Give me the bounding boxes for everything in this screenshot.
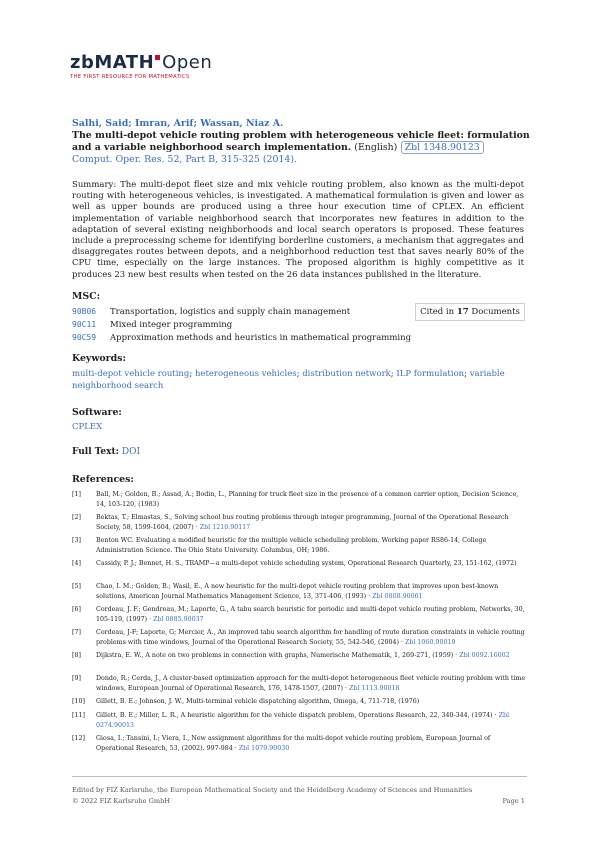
reference-item bbox=[72, 651, 527, 661]
reference-zbl-link[interactable]: Zbl 1060.90019 bbox=[404, 638, 456, 646]
msc-row bbox=[72, 333, 411, 343]
cited-prefix: Cited in bbox=[420, 307, 455, 317]
document-title bbox=[72, 130, 532, 154]
reference-item bbox=[72, 734, 527, 753]
reference-number: [1] bbox=[72, 491, 81, 498]
reference-body: Cordeau, J. F.; Gendreau, M.; Laporte, G., A tabu search heuristic for periodic and multi-depot vehicle routing problem, Networks, 30, 105-119, (1997) · Zbl 0885.90037 bbox=[96, 606, 525, 623]
reference-body bbox=[96, 490, 527, 509]
title-text: The multi-depot vehicle routing problem with heterogeneous vehicle fleet: formulation and a variable neighborhood search implementation. bbox=[72, 130, 530, 153]
reference-number: [12] bbox=[72, 735, 85, 742]
reference-body: Cordeau, J-F; Laporte, G; Mercier, A., An improved tabu search algorithm for handling of route duration constraints in vehicle routing problems with time windows, Journal of the Operational Research Society, 55, 542-546, (2004) · Zbl 1060.90019 bbox=[96, 629, 525, 646]
reference-number: [4] bbox=[72, 560, 81, 567]
reference-body bbox=[96, 536, 527, 555]
keyword-link[interactable]: ILP formulation bbox=[396, 369, 465, 379]
msc-code-link[interactable]: 90B06 bbox=[72, 307, 97, 316]
reference-body bbox=[96, 697, 527, 707]
authors-link[interactable]: Salhi, Said; Imran, Arif; Wassan, Niaz A. bbox=[72, 118, 284, 129]
msc-row bbox=[72, 320, 232, 330]
reference-item bbox=[72, 536, 527, 555]
reference-zbl-link[interactable]: Zbl 0885.90037 bbox=[153, 615, 204, 623]
reference-number: [5] bbox=[72, 583, 81, 590]
logo-square-icon bbox=[155, 55, 160, 60]
cited-suffix: Documents bbox=[471, 307, 520, 317]
reference-number: [8] bbox=[72, 652, 81, 659]
summary-text: Summary: The multi-depot fleet size and mix vehicle routing problem, also known as the multi-depot routing with heterogeneous vehicles, is investigated. A mathematical formulation is given and lower as well as upper bounds are produced using a three hour execution time of CPLEX. An efficient implementation of variable neighborhood search that incorporates new features in addition to the adaptation of several existing neighborhoods and local search operators is proposed. These features include a preprocessing scheme for identifying borderline customers, a mechanism that aggregates and disaggregates routes between depots, and a neighborhood reduction test that saves nearly 80% of the CPU time, especially on the large instances. The proposed algorithm is highly competitive as it produces 23 new best results when tested on the 26 data instances published in the literature. bbox=[72, 180, 524, 280]
reference-number: [3] bbox=[72, 537, 81, 544]
keyword-link[interactable]: multi-depot vehicle routing bbox=[72, 369, 190, 379]
msc-code-link[interactable]: 90C11 bbox=[72, 320, 97, 329]
reference-zbl-link[interactable]: Zbl 0274.90013 bbox=[96, 712, 510, 729]
msc-description: Approximation methods and heuristics in mathematical programming bbox=[110, 333, 412, 343]
msc-heading: MSC: bbox=[72, 291, 101, 302]
reference-zbl-link[interactable]: Zbl 1210.90117 bbox=[199, 523, 251, 531]
keyword-link[interactable]: heterogeneous vehicles bbox=[194, 369, 297, 379]
reference-zbl-link[interactable]: Zbl 0808.90061 bbox=[372, 592, 423, 600]
reference-number: [2] bbox=[72, 514, 81, 521]
logo-right-text: Open bbox=[162, 52, 213, 73]
reference-body: Dondo, R.; Cerda, J., A cluster-based optimization approach for the multi-depot heterogeneous fleet vehicle routing problem with time windows, European Journal of Operational Research, 176, 1478-1507, (2007) · Zbl 1113.90018 bbox=[96, 675, 526, 692]
reference-item bbox=[72, 674, 527, 693]
reference-body: Bektas, T.; Elmastas, S., Solving school bus routing problems through integer programming, Journal of the Operational Research Society, 58, 1599-1604, (2007) · Zbl 1210.90117 bbox=[96, 514, 509, 531]
logo-wordmark bbox=[70, 52, 212, 73]
cited-in-box[interactable] bbox=[415, 303, 525, 321]
reference-text: Gillett, B. E.; Miller, L. R., A heuristic algorithm for the vehicle dispatch problem, Operations Research, 22, 340-344, (1974) bbox=[96, 712, 493, 719]
reference-text: Cordeau, J-F; Laporte, G; Mercier, A., An improved tabu search algorithm for handling of route duration constraints in vehicle routing problems with time windows, Journal of the Operational Research Society, 55, 542-546, (2004) bbox=[96, 629, 525, 646]
reference-item bbox=[72, 582, 527, 601]
keyword-link[interactable]: variable neighborhood search bbox=[72, 369, 505, 391]
footer-editors: Edited by FIZ Karlsruhe, the European Mathematical Society and the Heidelberg Academy of Sciences and Humanities bbox=[72, 786, 473, 794]
reference-item bbox=[72, 490, 527, 509]
logo-left-text: zbMATH bbox=[70, 52, 155, 73]
software-heading: Software: bbox=[72, 407, 122, 418]
reference-item bbox=[72, 628, 527, 647]
reference-text: Cassidy, P. J.; Bennet, H. S., TRAMP—a multi-depot vehicle scheduling system, Operational Research Quarterly, 23, 151-162, (1972) bbox=[96, 560, 517, 567]
reference-text: Gillett, B. E.; Johnson, J. W., Multi-terminal vehicle dispatching algorithm, Omega, 4, 711-718, (1976) bbox=[96, 698, 420, 705]
source-link[interactable]: Comput. Oper. Res. 52, Part B, 315-325 (2014). bbox=[72, 154, 298, 165]
reference-zbl-link[interactable]: Zbl 1079.90030 bbox=[238, 744, 290, 752]
reference-body: Dijkstra, E. W., A note on two problems in connection with graphs, Numerische Mathematik, 1, 269-271, (1959) · Zbl 0092.16002 bbox=[96, 652, 510, 659]
reference-body bbox=[96, 559, 527, 569]
reference-number: [9] bbox=[72, 675, 81, 682]
reference-text: Dondo, R.; Cerda, J., A cluster-based optimization approach for the multi-depot heterogeneous fleet vehicle routing problem with time windows, European Journal of Operational Research, 176, 1478-1507, (2007) bbox=[96, 675, 526, 692]
reference-zbl-link[interactable]: Zbl 0092.16002 bbox=[459, 652, 510, 659]
reference-body: Gillett, B. E.; Miller, L. R., A heuristic algorithm for the vehicle dispatch problem, Operations Research, 22, 340-344, (1974) · Zbl 0274.90013 bbox=[96, 712, 510, 729]
reference-text: Cordeau, J. F.; Gendreau, M.; Laporte, G., A tabu search heuristic for periodic and multi-depot vehicle routing problem, Networks, 30, 105-119, (1997) bbox=[96, 606, 525, 623]
reference-number: [11] bbox=[72, 712, 85, 719]
footer-divider bbox=[72, 776, 527, 777]
reference-text: Ball, M.; Golden, B.; Assad, A.; Bodin, L., Planning for truck fleet size in the presence of a common carrier option, Decision Science, 14, 103-120, (1983) bbox=[96, 491, 519, 508]
footer-copyright: © 2022 FIZ Karlsruhe GmbH bbox=[72, 797, 171, 805]
reference-text: Bektas, T.; Elmastas, S., Solving school bus routing problems through integer programming, Journal of the Operational Research Society, 58, 1599-1604, (2007) bbox=[96, 514, 509, 531]
page-number: Page 1 bbox=[502, 797, 525, 805]
reference-text: Benton WC. Evaluating a modified heuristic for the multiple vehicle scheduling problem. Working paper RS86-14, College Administration Science. The Ohio State University. Columbus, OH; 1986. bbox=[96, 537, 487, 554]
reference-item bbox=[72, 697, 527, 707]
reference-item bbox=[72, 559, 527, 569]
zbl-id-badge[interactable]: Zbl 1348.90123 bbox=[401, 141, 484, 154]
zbmath-logo[interactable] bbox=[70, 52, 212, 80]
cited-count: 17 bbox=[456, 307, 469, 317]
reference-item bbox=[72, 513, 527, 532]
reference-number: [10] bbox=[72, 698, 85, 705]
reference-text: Chao, I. M.; Golden, B.; Wasil, E., A new heuristic for the multi-depot vehicle routing problem that improves upon best-known solutions, American Journal Mathematics Management Science, 13, 371-406, (1993) bbox=[96, 583, 499, 600]
reference-body: Chao, I. M.; Golden, B.; Wasil, E., A new heuristic for the multi-depot vehicle routing problem that improves upon best-known solutions, American Journal Mathematics Management Science, 13, 371-406, (1993) · Zbl 0808.90061 bbox=[96, 583, 499, 600]
keyword-link[interactable]: distribution network bbox=[302, 369, 391, 379]
reference-number: [7] bbox=[72, 629, 81, 636]
reference-item bbox=[72, 605, 527, 624]
keywords-heading: Keywords: bbox=[72, 353, 126, 364]
reference-text: Dijkstra, E. W., A note on two problems in connection with graphs, Numerische Mathematik, 1, 269-271, (1959) bbox=[96, 652, 454, 659]
msc-row bbox=[72, 307, 350, 317]
reference-text: Giosa, I.; Tansini, I.; Viera, I., New assignment algorithms for the multi-depot vehicle routing problem, European Journal of Operational Research, 53, (2002). 997-984 bbox=[96, 735, 491, 752]
reference-zbl-link[interactable]: Zbl 1113.90018 bbox=[349, 684, 400, 692]
software-link[interactable]: CPLEX bbox=[72, 422, 103, 432]
logo-tagline: THE FIRST RESOURCE FOR MATHEMATICS bbox=[70, 74, 190, 80]
references-heading: References: bbox=[72, 474, 134, 485]
msc-description: Mixed integer programming bbox=[110, 320, 233, 330]
full-text bbox=[72, 447, 140, 457]
title-language: (English) bbox=[354, 142, 398, 153]
keywords-list: multi-depot vehicle routing; heterogeneous vehicles; distribution network; ILP formulation; variable neighborhood search bbox=[72, 369, 505, 391]
reference-item bbox=[72, 711, 527, 730]
msc-code-link[interactable]: 90C59 bbox=[72, 333, 97, 342]
summary bbox=[72, 180, 524, 281]
msc-description: Transportation, logistics and supply chain management bbox=[110, 307, 351, 317]
reference-body: Giosa, I.; Tansini, I.; Viera, I., New assignment algorithms for the multi-depot vehicle routing problem, European Journal of Operational Research, 53, (2002). 997-984 · Zbl 1079.90030 bbox=[96, 735, 491, 752]
doi-link[interactable]: DOI bbox=[121, 447, 141, 457]
reference-number: [6] bbox=[72, 606, 81, 613]
full-text-label: Full Text: bbox=[72, 447, 119, 457]
